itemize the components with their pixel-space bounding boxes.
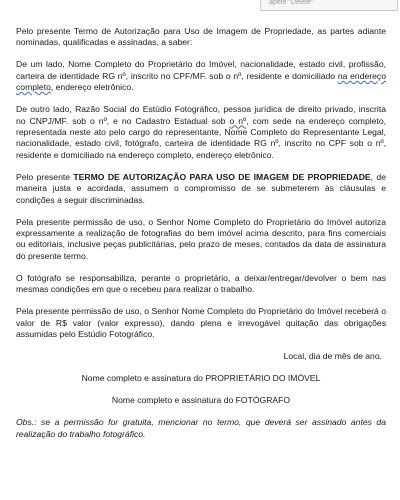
- agreement-tail: , de maneira justa e acordada, assumem o compromisso de se submeterem às cláusulas e condições a seguir discriminadas.: [16, 171, 386, 205]
- studio-party-text: De outro lado, Razão Social do Estúdio Fotográfico, pessoa jurídica de direito privado, inscrita no CNPJ/MF. sob o nº, e no Cadastro Estadual sob: [16, 104, 386, 126]
- intro-paragraph: Pelo presente Termo de Autorização para Uso de Imagem de Propriedade, as partes adiante nominadas, qualificadas e assinadas, a saber:: [16, 26, 386, 48]
- agreement-lead: Pelo presente: [16, 171, 74, 182]
- agreement-paragraph: [16, 172, 386, 206]
- owner-address-underlined: na endereço completo: [16, 70, 386, 93]
- owner-party-text: De um lado, Nome Completo do Proprietário do Imóvel, nacionalidade, estado civil, profissão, carteira de identidade RG nº, inscrito no CPF/MF. sob o nº, residente e domiciliado: [16, 59, 386, 81]
- owner-party-paragraph: [16, 59, 386, 93]
- observation-note: Obs.: se a permissão for gratuita, mencionar no termo, que deverá ser assinado antes da realização do trabalho fotográfico.: [16, 417, 386, 439]
- clause-authorization: Pela presente permissão de uso, o Senhor Nome Completo do Proprietário do Imóvel autoriza expressamente a realização de fotografias do bem imóvel acima descrito, para fins comerciais ou editoriais, inclusive peças publicitárias, pelo prazo de meses, contados da data de assinatura do presente termo.: [16, 216, 386, 261]
- photographer-signature-line: Nome completo e assinatura do FOTÓGRAFO: [111, 395, 291, 406]
- clause-responsibility: O fotógrafo se responsabiliza, perante o proprietário, a deixar/entregar/devolver o bem nas mesmas condições em que o recebeu para realizar o trabalho.: [16, 272, 386, 295]
- top-toolbar-strip: [0, 0, 400, 12]
- tooltip-text: apete "Delete": [269, 0, 314, 6]
- document-body: [16, 26, 386, 440]
- studio-number-underlined: o nº: [229, 115, 247, 126]
- clause-payment: Pela presente permissão de uso, o Senhor Nome Completo do Proprietário do Imóvel receberá o valor de R$ valor (valor expresso), dando plena e irrevogável quitação das obrigações assumidas pelo Estúdio Fotográfico.: [16, 306, 386, 340]
- agreement-title: TERMO DE AUTORIZAÇÃO PARA USO DE IMAGEM DE PROPRIEDADE: [73, 171, 371, 182]
- owner-signature-line: Nome completo e assinatura do PROPRIETÁRIO DO IMÓVEL: [81, 373, 321, 384]
- delete-hint-tooltip: [260, 0, 398, 11]
- studio-party-tail: , com sede na endereço completo, representada neste ato pelo cargo do representante, Nome Completo do Representante Legal, nacionalidade, estado civil, fotógrafo, carteira de identidade RG nº, inscrito no CPF sob o nº, residente e domiciliado na endereço completo, endereço eletrônico.: [16, 115, 386, 160]
- studio-party-paragraph: [16, 104, 386, 161]
- owner-party-tail: , endereço eletrônico.: [50, 82, 134, 93]
- date-line: Local, dia de mês de ano.: [283, 351, 382, 362]
